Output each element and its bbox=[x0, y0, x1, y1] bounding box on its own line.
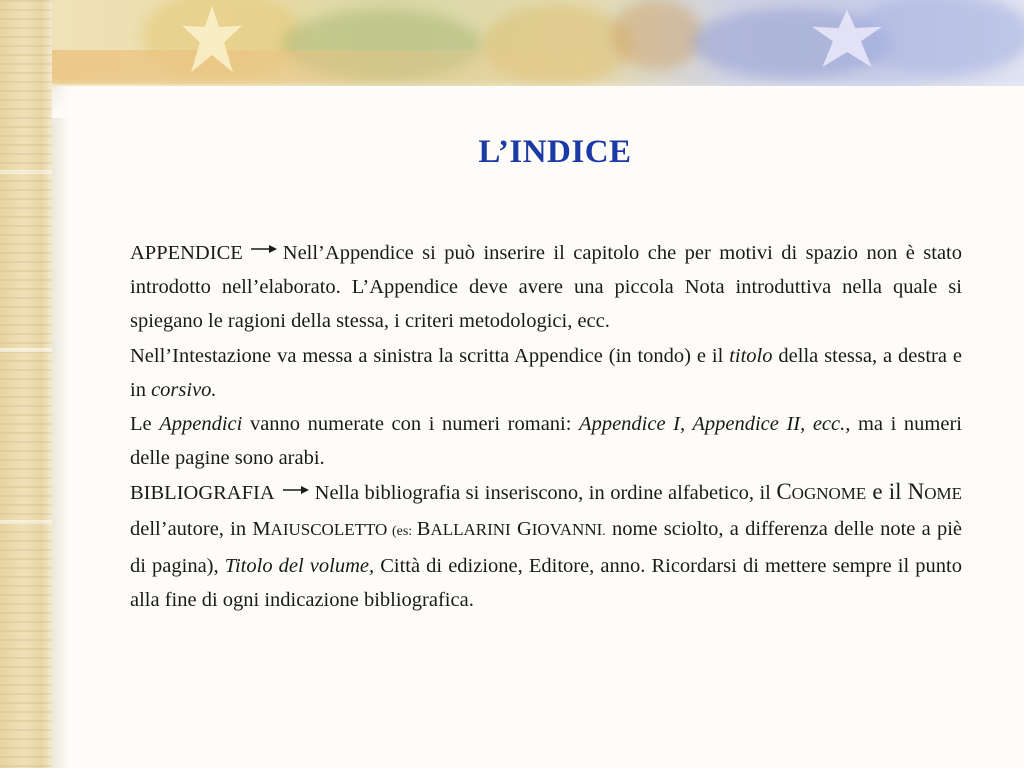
intestazione-paragraph: Nell’Intestazione va messa a sinistra la scritta Appendice (in tondo) e il titolo della stessa, a destra e in corsivo. bbox=[130, 344, 962, 401]
arrow-right-icon bbox=[283, 485, 309, 495]
arrow-right-icon bbox=[251, 244, 277, 254]
appendice-label: APPENDICE bbox=[130, 242, 243, 264]
bibliografia-paragraph: BIBLIOGRAFIA Nella bibliografia si inseriscono, in ordine alfabetico, il COGNOME e il NOME dell’autore, in MAIUSCOLETTO (es: BALLARINI GIOVANNI. nome sciolto, a differenza delle note a piè di pagina), Titolo del volume, Città di edizione, Editore, anno. Ricordarsi di mettere sempre il punto alla fine di ogni indicazione bibliografica. bbox=[130, 479, 962, 612]
appendice-paragraph: APPENDICE Nell’Appendice si può inserire il capitolo che per motivi di spazio non è stato introdotto nell’elaborato. L’Appendice deve avere una piccola Nota introduttiva nella quale si spiegano le ragioni della stessa, i criteri metodologici, ecc. bbox=[130, 242, 962, 333]
slide-body bbox=[130, 236, 962, 617]
numerazione-paragraph: Le Appendici vanno numerate con i numeri romani: Appendice I, Appendice II, ecc., ma i numeri delle pagine sono arabi. bbox=[130, 413, 962, 470]
left-parchment-strip bbox=[0, 0, 52, 768]
slide-title: L’INDICE bbox=[478, 134, 632, 171]
top-decorative-band bbox=[52, 0, 1024, 86]
bibliografia-label: BIBLIOGRAFIA bbox=[130, 482, 275, 505]
